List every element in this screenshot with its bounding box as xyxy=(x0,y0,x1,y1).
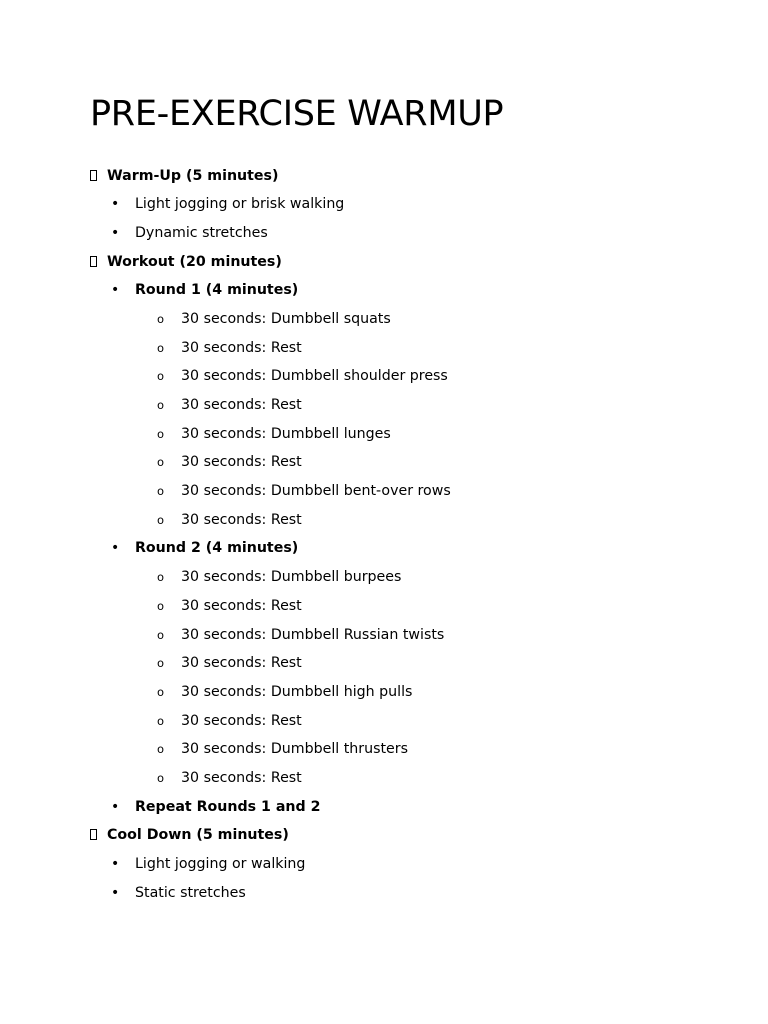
list-item-text: Light jogging or brisk walking xyxy=(135,196,345,213)
bullet-icon: • xyxy=(111,224,120,241)
bullet-icon: • xyxy=(111,282,120,299)
hollow-bullet-icon: o xyxy=(157,340,165,355)
page-title: PRE-EXERCISE WARMUP xyxy=(90,94,504,134)
section-heading-text: Workout (20 minutes) xyxy=(107,253,282,270)
hollow-bullet-icon: o xyxy=(157,398,165,412)
hollow-bullet-icon: o xyxy=(157,684,165,699)
sub-list-item xyxy=(0,621,768,650)
sub-list-item xyxy=(0,764,768,793)
sub-list-item-text: 30 seconds: Dumbbell Russian twists xyxy=(181,626,445,643)
section-heading xyxy=(0,248,768,277)
square-checkbox-icon xyxy=(90,248,100,277)
hollow-bullet-icon: o xyxy=(157,426,165,441)
sub-list-item-text: 30 seconds: Rest xyxy=(181,511,302,528)
sub-list-item-text: 30 seconds: Dumbbell lunges xyxy=(181,425,391,442)
hollow-bullet-icon: o xyxy=(157,484,165,499)
list-item-text: Static stretches xyxy=(135,884,246,901)
hollow-bullet-icon: o xyxy=(157,713,165,728)
sub-list-item-text: 30 seconds: Dumbbell squats xyxy=(181,310,391,327)
bullet-icon: • xyxy=(111,884,120,901)
hollow-bullet-icon: o xyxy=(157,627,165,642)
sub-list-item-text: 30 seconds: Rest xyxy=(181,397,302,413)
sub-list-item xyxy=(0,477,768,506)
sub-list-item xyxy=(0,707,768,736)
hollow-bullet-icon: o xyxy=(157,369,165,384)
sub-list-item-text: 30 seconds: Rest xyxy=(181,769,302,786)
sub-list-item xyxy=(0,334,768,363)
sub-list-item xyxy=(0,305,768,334)
square-checkbox-icon xyxy=(90,821,100,850)
list-item xyxy=(0,276,768,305)
hollow-bullet-icon: o xyxy=(157,742,165,757)
sub-list-item-text: 30 seconds: Rest xyxy=(181,712,302,729)
sub-list-item xyxy=(0,678,768,707)
list-item xyxy=(0,534,768,563)
square-checkbox-icon xyxy=(90,162,100,191)
document-body xyxy=(0,162,768,908)
list-item xyxy=(0,219,768,248)
sub-list-item-text: 30 seconds: Dumbbell thrusters xyxy=(181,741,408,758)
list-item-text: Light jogging or walking xyxy=(135,856,306,872)
hollow-bullet-icon: o xyxy=(157,455,165,470)
sub-list-item xyxy=(0,391,768,420)
list-item xyxy=(0,793,768,822)
bullet-icon: • xyxy=(111,540,120,557)
sub-list-item xyxy=(0,420,768,449)
section-heading-text: Cool Down (5 minutes) xyxy=(107,827,289,844)
list-item-text: Repeat Rounds 1 and 2 xyxy=(135,798,321,815)
sub-list-item-text: 30 seconds: Rest xyxy=(181,597,302,614)
section-heading xyxy=(0,821,768,850)
sub-list-item xyxy=(0,649,768,678)
list-item-text: Dynamic stretches xyxy=(135,224,268,241)
sub-list-item-text: 30 seconds: Rest xyxy=(181,454,302,471)
bullet-icon: • xyxy=(111,196,120,213)
hollow-bullet-icon: o xyxy=(157,598,165,613)
sub-list-item-text: 30 seconds: Dumbbell bent-over rows xyxy=(181,483,451,500)
hollow-bullet-icon: o xyxy=(157,570,165,585)
bullet-icon: • xyxy=(111,856,120,872)
sub-list-item xyxy=(0,735,768,764)
hollow-bullet-icon: o xyxy=(157,512,165,527)
section-heading xyxy=(0,162,768,191)
sub-list-item xyxy=(0,592,768,621)
sub-list-item xyxy=(0,448,768,477)
sub-list-item-text: 30 seconds: Rest xyxy=(181,655,302,672)
section-heading-text: Warm-Up (5 minutes) xyxy=(107,167,279,184)
sub-list-item xyxy=(0,506,768,535)
sub-list-item-text: 30 seconds: Dumbbell burpees xyxy=(181,569,402,586)
list-item xyxy=(0,190,768,219)
list-item xyxy=(0,879,768,908)
sub-list-item xyxy=(0,362,768,391)
hollow-bullet-icon: o xyxy=(157,656,165,671)
sub-list-item xyxy=(0,563,768,592)
sub-list-item-text: 30 seconds: Dumbbell shoulder press xyxy=(181,368,448,385)
list-item-text: Round 1 (4 minutes) xyxy=(135,282,299,299)
hollow-bullet-icon: o xyxy=(157,311,165,326)
sub-list-item-text: 30 seconds: Dumbbell high pulls xyxy=(181,683,413,700)
list-item-text: Round 2 (4 minutes) xyxy=(135,540,299,557)
sub-list-item-text: 30 seconds: Rest xyxy=(181,339,302,356)
hollow-bullet-icon: o xyxy=(157,770,165,785)
list-item xyxy=(0,850,768,879)
bullet-icon: • xyxy=(111,798,120,815)
